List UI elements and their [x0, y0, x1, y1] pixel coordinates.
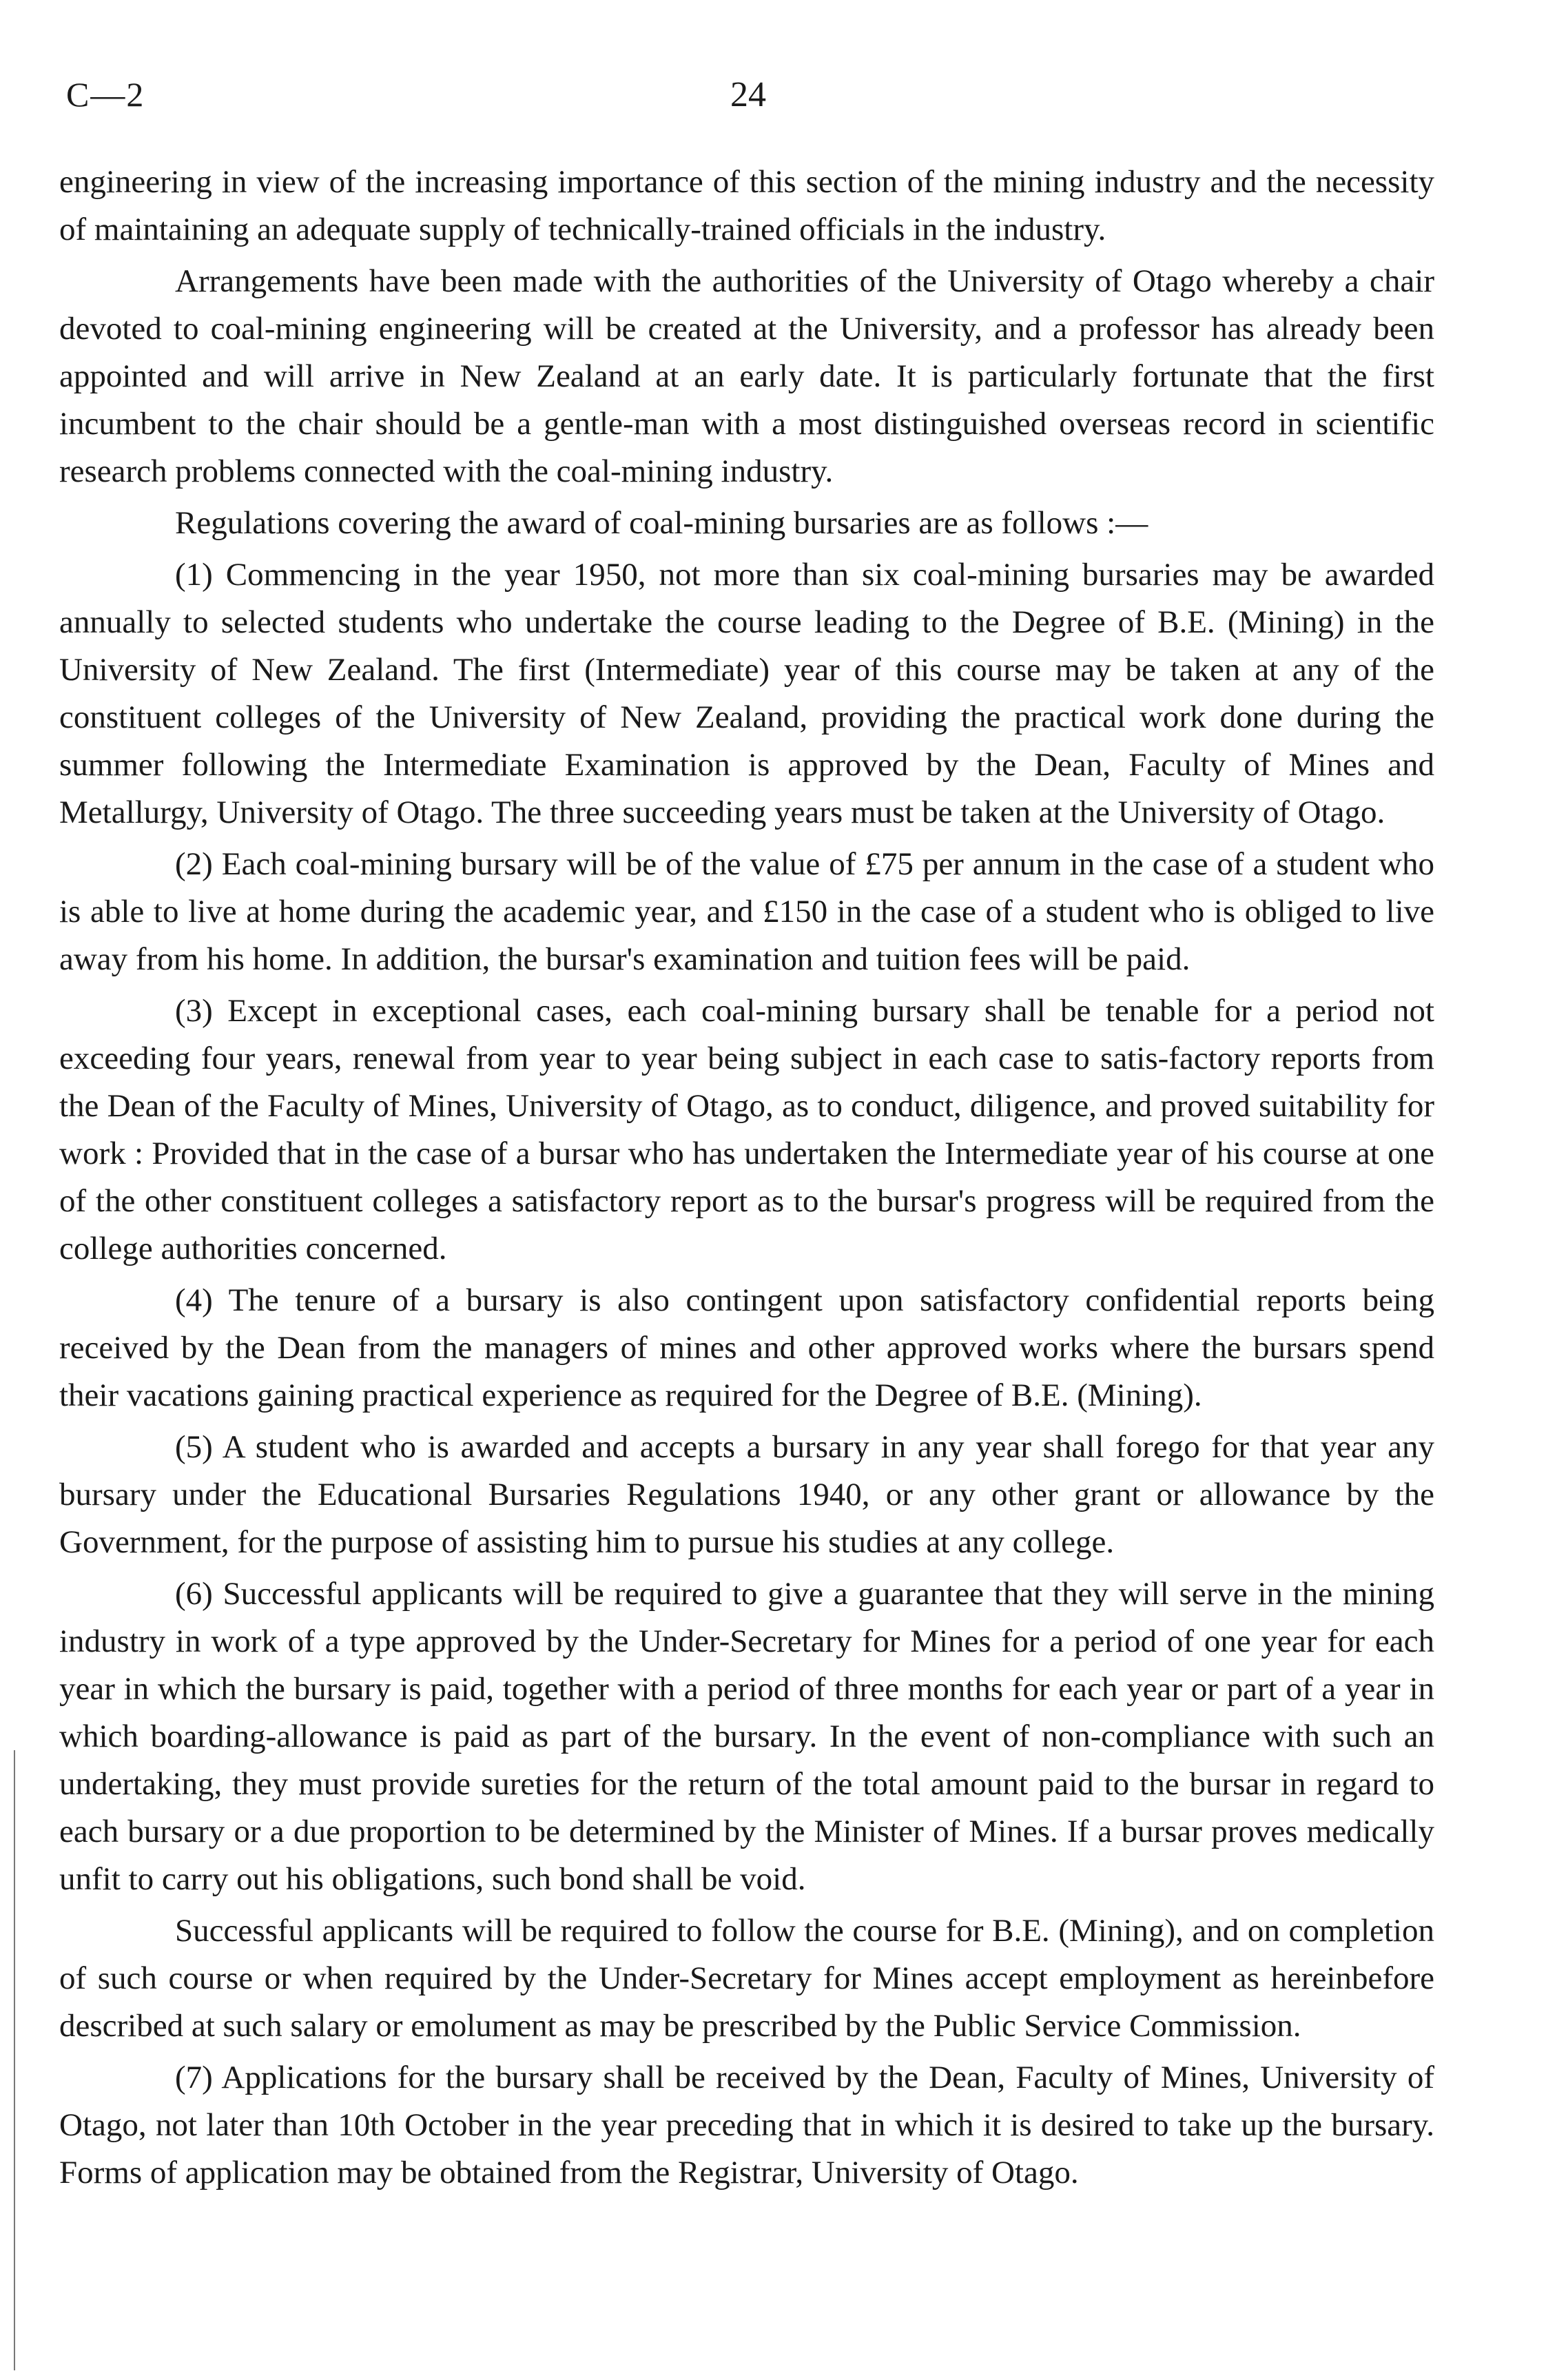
margin-rule: [14, 1750, 15, 2370]
document-reference: C—2: [66, 75, 145, 114]
body-text: [59, 158, 1434, 2201]
paragraph-regulations-intro: Regulations covering the award of coal-mining bursaries are as follows :—: [175, 505, 1148, 541]
regulation-7: (7) Applications for the bursary shall be received by the Dean, Faculty of Mines, University of Otago, not later than 10th October in the year preceding that in which it is desired to take up the bursary. Forms of application may be obtained from the Registrar, University of Otago.: [59, 2060, 1434, 2191]
regulation-3: (3) Except in exceptional cases, each coal-mining bursary shall be tenable for a period not exceeding four years, renewal from year to year being subject in each case to satis-factory reports from the Dean of the Faculty of Mines, University of Otago, as to conduct, diligence, and proved suitability for work : Provided that in the case of a bursar who has undertaken the Intermediate year of his course at one of the other constituent colleges a satisfactory report as to the bursar's progress will be required from the college authorities concerned.: [59, 993, 1434, 1266]
paragraph-arrangements: Arrangements have been made with the authorities of the University of Otago whereby a chair devoted to coal-mining engineering will be created at the University, and a professor has already been appointed and will arrive in New Zealand at an early date. It is particularly fortunate that the first incumbent to the chair should be a gentle-man with a most distinguished overseas record in scientific research problems connected with the coal-mining industry.: [59, 263, 1434, 489]
regulation-1: (1) Commencing in the year 1950, not more than six coal-mining bursaries may be awarded annually to selected students who undertake the course leading to the Degree of B.E. (Mining) in the University of New Zealand. The first (Intermediate) year of this course may be taken at any of the constituent colleges of the University of New Zealand, providing the practical work done during the summer following the Intermediate Examination is approved by the Dean, Faculty of Mines and Metallurgy, University of Otago. The three succeeding years must be taken at the University of Otago.: [59, 557, 1434, 830]
page-number: 24: [730, 75, 766, 114]
regulation-6: (6) Successful applicants will be required to give a guarantee that they will serve in the mining industry in work of a type approved by the Under-Secretary for Mines for a period of one year for each year in which the bursary is paid, together with a period of three months for each year or part of a year in which boarding-allowance is paid as part of the bursary. In the event of non-compliance with such an undertaking, they must provide sureties for the return of the total amount paid to the bursar in regard to each bursary or a due proportion to be determined by the Minister of Mines. If a bursar proves medically unfit to carry out his obligations, such bond shall be void.: [59, 1576, 1434, 1897]
regulation-6-continued: Successful applicants will be required to follow the course for B.E. (Mining), and on completion of such course or when required by the Under-Secretary for Mines accept employment as hereinbefore described at such salary or emolument as may be prescribed by the Public Service Commission.: [59, 1913, 1434, 2044]
regulation-2: (2) Each coal-mining bursary will be of the value of £75 per annum in the case of a student who is able to live at home during the academic year, and £150 in the case of a student who is obliged to live away from his home. In addition, the bursar's examination and tuition fees will be paid.: [59, 846, 1434, 977]
regulation-4: (4) The tenure of a bursary is also contingent upon satisfactory confidential reports being received by the Dean from the managers of mines and other approved works where the bursars spend their vacations gaining practical experience as required for the Degree of B.E. (Mining).: [59, 1282, 1434, 1413]
regulation-5: (5) A student who is awarded and accepts a bursary in any year shall forego for that year any bursary under the Educational Bursaries Regulations 1940, or any other grant or allowance by the Government, for the purpose of assisting him to pursue his studies at any college.: [59, 1429, 1434, 1560]
paragraph-continuation: engineering in view of the increasing importance of this section of the mining industry and the necessity of maintaining an adequate supply of technically-trained officials in the industry.: [59, 164, 1434, 247]
